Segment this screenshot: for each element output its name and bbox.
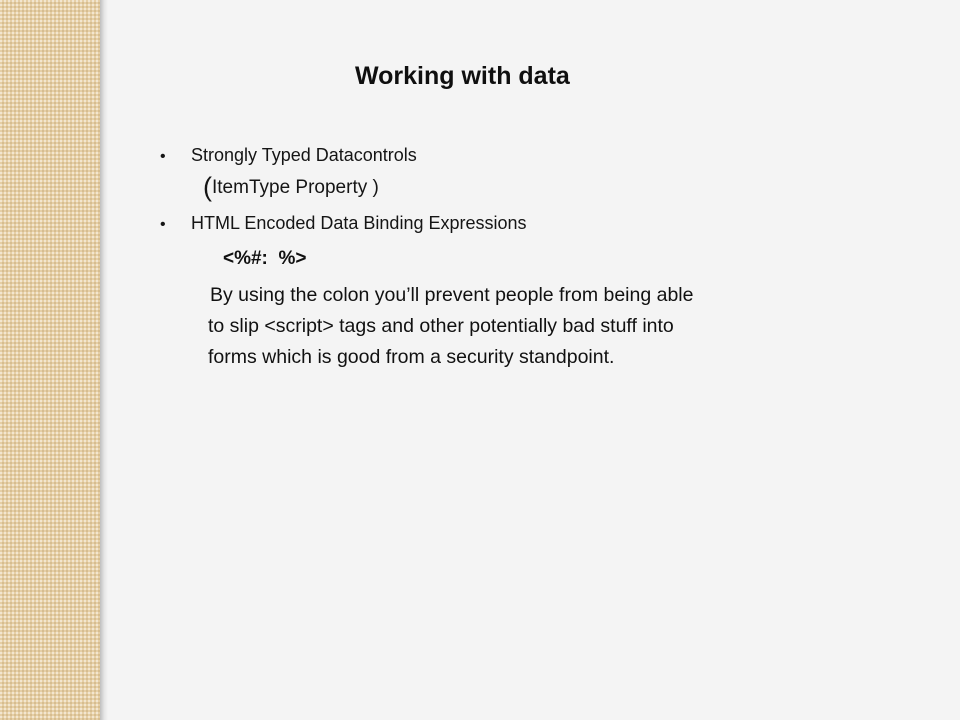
side-band-shadow [100, 0, 108, 720]
bullet-marker: • [160, 148, 166, 165]
itemtype-property-text: ItemType Property ) [212, 177, 379, 198]
security-description [208, 280, 808, 373]
open-paren: ( [203, 172, 212, 202]
bullet-item-html-encoded [160, 213, 527, 234]
slide-title: Working with data [355, 62, 570, 90]
decorative-side-band [0, 0, 100, 720]
bullet-item-strongly-typed [160, 145, 417, 166]
bullet-text: Strongly Typed Datacontrols [191, 145, 417, 165]
description-line: forms which is good from a security standpoint. [208, 346, 615, 368]
description-line: By using the colon you’ll prevent people from being able [210, 284, 694, 306]
bullet-marker: • [160, 216, 166, 233]
binding-expression: <%#: %> [223, 248, 307, 269]
itemtype-property-note [203, 172, 379, 203]
description-line: to slip <script> tags and other potentially bad stuff into [208, 315, 674, 337]
bullet-text: HTML Encoded Data Binding Expressions [191, 213, 527, 233]
